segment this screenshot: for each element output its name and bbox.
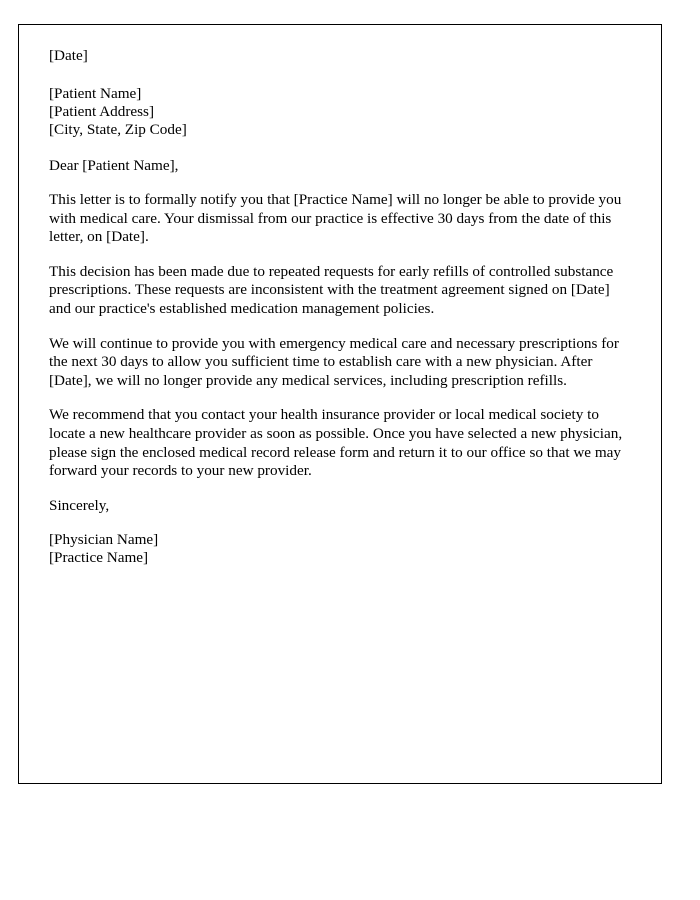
body-paragraph-2: This decision has been made due to repeated requests for early refills of controlled substance prescriptions. These requests are inconsistent with the treatment agreement signed on [Date] and our practice's established medication management policies. [49,262,614,317]
salutation-block [49,157,633,175]
recipient-street: [Patient Address] [49,103,155,120]
recipient-name: [Patient Name] [49,85,142,102]
body-paragraph-4: We recommend that you contact your health insurance provider or local medical society to locate a new healthcare provider as soon as possible. Once you have selected a new physician, please sign the enclosed medical record release form and return it to our office so that we may forward your records to your new provider. [49,406,623,480]
body-paragraph-1: This letter is to formally notify you that [Practice Name] will no longer be able to provide you with medical care. Your dismissal from our practice is effective 30 days from the date of this letter, on [Date]. [49,191,622,246]
recipient-city-state-zip: [City, State, Zip Code] [49,121,187,138]
body-paragraph-3: We will continue to provide you with emergency medical care and necessary prescriptions for the next 30 days to allow you sufficient time to establish care with a new physician. After [Date], we will no longer provide any medical services, including prescription refills. [49,334,619,389]
signature-practice-name: [Practice Name] [49,548,149,566]
closing-block [49,497,633,515]
salutation-line: Dear [Patient Name], [49,157,179,174]
letter-body [49,47,633,567]
closing-line: Sincerely, [49,496,110,514]
signature-block [49,531,633,567]
signature-physician-name: [Physician Name] [49,530,159,548]
recipient-address-block [49,85,633,139]
date-line: [Date] [49,47,88,64]
letter-sheet [18,24,662,784]
date-block [49,47,633,65]
